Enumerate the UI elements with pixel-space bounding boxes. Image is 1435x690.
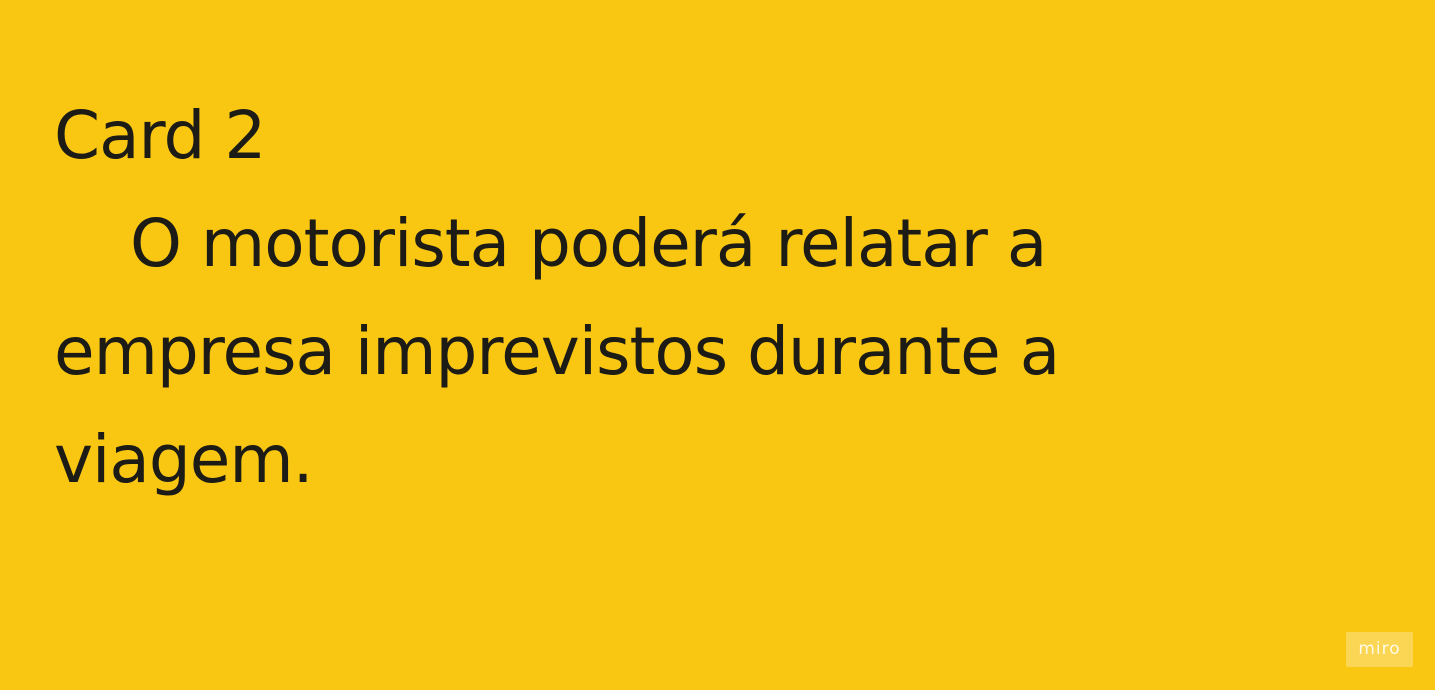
card-title: Card 2 bbox=[54, 97, 266, 174]
miro-watermark-logo: miro bbox=[1346, 632, 1413, 667]
card-body-line-1: O motorista poderá relatar a bbox=[130, 205, 1047, 282]
card-body-line-3: viagem. bbox=[54, 421, 313, 498]
card-text[interactable] bbox=[54, 82, 1254, 514]
card-body-line-2: empresa imprevistos durante a bbox=[54, 313, 1060, 390]
